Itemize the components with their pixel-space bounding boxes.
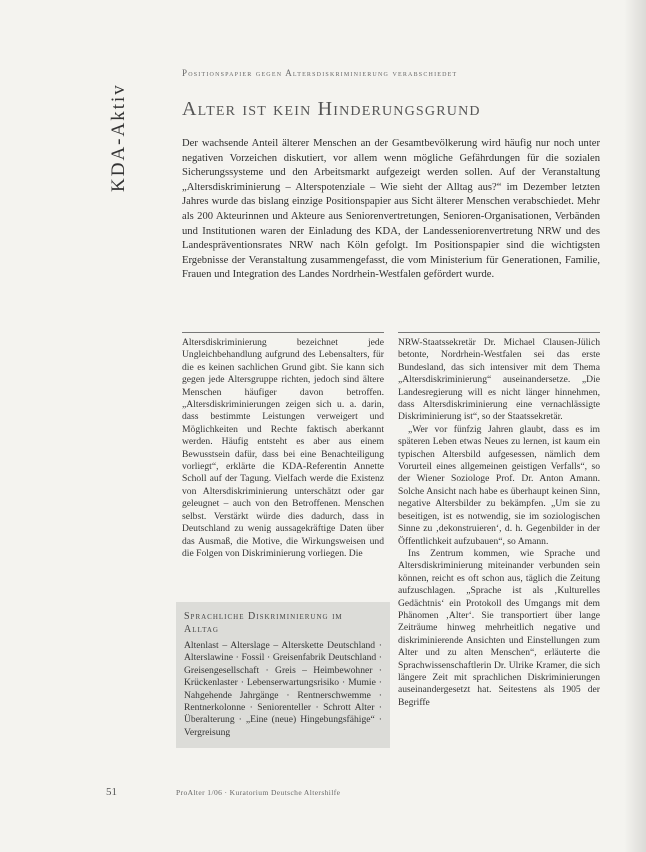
info-box-text: Altenlast – Alterslage – Alterskette Deutschland · Alterslawine · Fossil · Greisenfabrik Deutschland · Greisengesellschaft · Greis – Heimbewohner · Krückenlaster · Lebenserwartungsrisiko · Mumie · Nahgehende Jahrgänge · Rentnerschwemme · Rentnerkolonne · Seniorenteller · Schrott Alter · Überalterung · „Eine (neue) Hingebungsfähige“ · Vergreisung (184, 640, 382, 738)
right-column-paragraph-3: Ins Zentrum kommen, wie Sprache und Altersdiskriminierung miteinander verbunden sein können, reicht es oft schon aus, täglich die Zeitung aufzuschlagen. „Sprache ist als ‚Kulturelles Gedächtnis‘ ein Protokoll des Umgangs mit dem Phänomen ‚Alter‘. Sie transportiert über lange Zeiträume hinweg mehrheitlich negative und diskriminierende Ansichten und Einstellungen zum Alter und zu alten Menschen“, erläuterte die Sprachwissenschaftlerin Dr. Ulrike Kramer, die sich längere Zeit mit sprachlichen Diskriminierungen auseinandergesetzt hat. Seitestens als 1905 der Begriffe (398, 547, 600, 708)
page-number: 51 (106, 786, 117, 798)
right-column-paragraph-1: NRW-Staatssekretär Dr. Michael Clausen-Jülich betonte, Nordrhein-Westfalen sei das erste Bundesland, das sich intensiver mit dem Thema „Altersdiskriminierung“ auseinandersetze. „Die Landesregierung will es nicht länger hinnehmen, dass Altersdiskriminierung eine vernachlässigte Diskriminierung ist“, so der Staatssekretär. (398, 337, 600, 423)
section-side-title: KDA-Aktiv (108, 83, 129, 192)
right-column-paragraph-2: „Wer vor fünfzig Jahren glaubt, dass es im späteren Leben etwas Neues zu lernen, ist kaum ein typischen Altersbild aufgesessen, nämlich dem Vorurteil eines allgemeinen geistigen Verfalls“, so der Wiener Soziologe Prof. Dr. Anton Amann. Solche Ansicht nach habe es überhaupt keinen Sinn, negative Altersbilder zu bekämpfen. „Um sie zu beseitigen, ist es notwendig, sie im soziologischen Sinne zu ‚dekonstruieren‘, d. h. Gegenbilder in der Öffentlichkeit aufzubauen“, so Amann. (398, 423, 600, 547)
article-kicker: Positionspapier gegen Altersdiskriminierung verabschiedet (182, 68, 458, 78)
page-binding-shadow (624, 0, 646, 852)
left-column (182, 337, 384, 560)
right-column (398, 337, 600, 709)
page-footer: ProAlter 1/06 · Kuratorium Deutsche Altershilfe (176, 788, 341, 797)
right-column-rule (398, 332, 600, 333)
left-column-paragraph: Altersdiskriminierung bezeichnet jede Ungleichbehandlung aufgrund des Lebensalters, für die es keinen sachlichen Grund gibt. Sie kann sich gegen jede Altersgruppe richten, jedoch sind ältere Menschen häufiger davon betroffen. „Altersdiskriminierungen zeigen sich u. a. darin, dass bestimmte Leistungen verweigert und Möglichkeiten und Rechte faktisch aberkannt werden. Häufig entsteht es aber aus einem Bewusstsein dafür, dass bei eine Benachteiligung vorliegt“, erklärte die KDA-Referentin Annette Scholl auf der Tagung. Vielfach werde die Existenz von Altersdiskriminierung unterschätzt oder gar geleugnet – auch von den Betroffenen. Menschen selbst. Verstärkt würde dies dadurch, dass in Deutschland zu wenig aussagekräftige Daten über das Ausmaß, die Motive, die Wirkungsweisen und die Folgen von Diskriminierung vorliegen. Die (182, 337, 384, 559)
info-box-title: Sprachliche Diskriminierung im Alltag (184, 611, 343, 635)
info-box (176, 602, 390, 748)
left-column-rule (182, 332, 384, 333)
article-headline: Alter ist kein Hinderungsgrund (182, 98, 481, 120)
article-intro: Der wachsende Anteil älterer Menschen an der Gesamtbevölkerung wird häufig nur noch unter negativen Vorzeichen diskutiert, vor allem wenn mögliche Gefährdungen für die sozialen Sicherungssysteme und den Arbeitsmarkt aufgezeigt werden sollen. Auf der Veranstaltung „Altersdiskriminierung – Alterspotenziale – Wie sieht der Alltag aus?“ im Dezember letzten Jahres wurde das bislang einzige Positionspapier aus Sicht älterer Menschen verabschiedet. Mehr als 200 Akteurinnen und Akteure aus Seniorenvertretungen, Senioren-Organisationen, Verbänden und Institutionen waren der Einladung des KDA, der Landesseniorenvertretung NRW und des Landespräventionsrates NRW nach Köln gefolgt. Im Positionspapier sind die wichtigsten Ergebnisse der Veranstaltung zusammengefasst, die vom Ministerium für Generationen, Familie, Frauen und Integration des Landes Nordrhein-Westfalen gefördert wurde. (182, 138, 600, 281)
